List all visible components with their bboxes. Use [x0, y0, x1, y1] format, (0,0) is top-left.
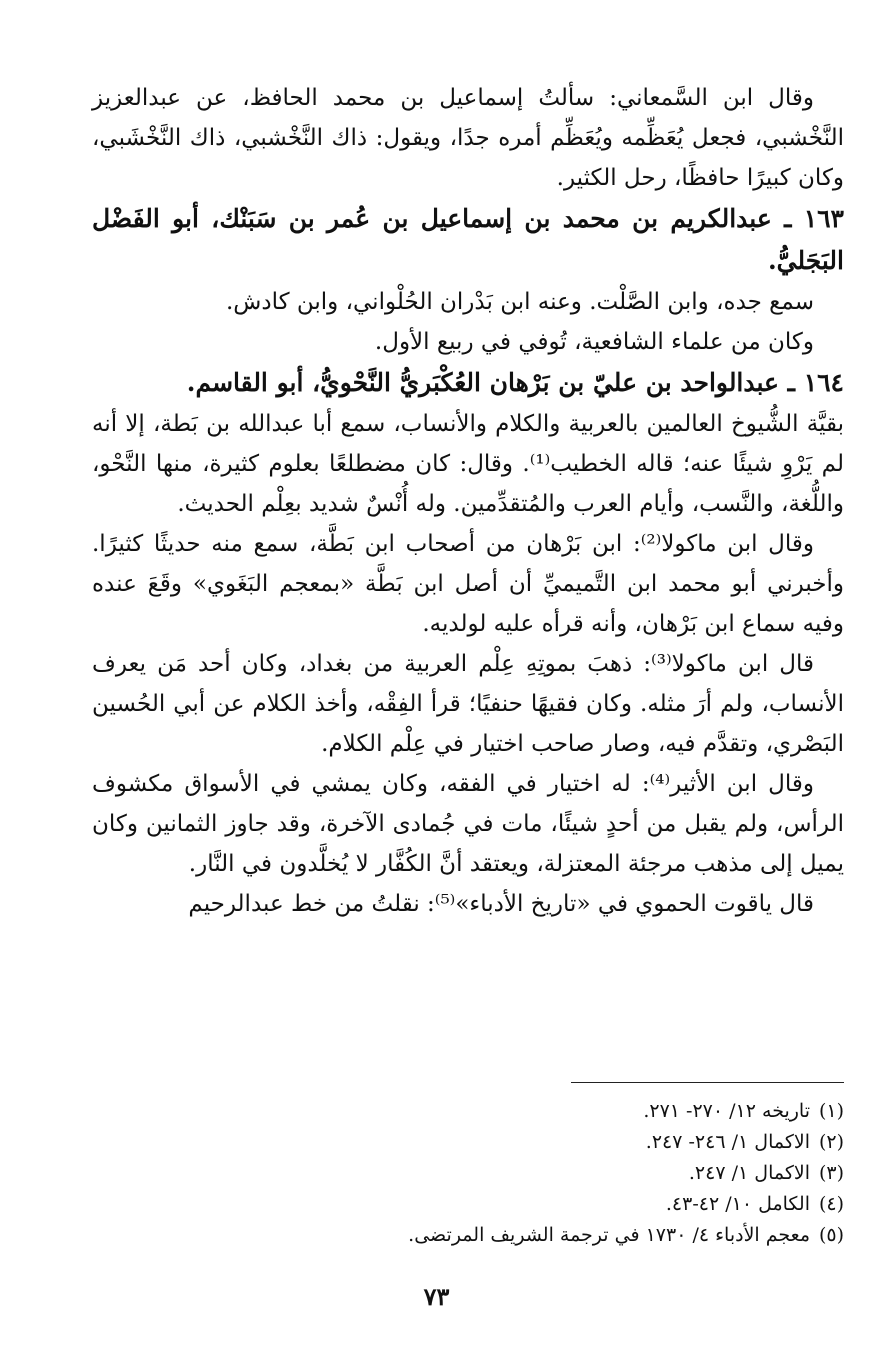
paragraph-samani-quote: وقال ابن السَّمعاني: سألتُ إسماعيل بن محمد الحافظ، عن عبدالعزيز النَّخْشبي، فجعل يُعَظِّمه ويُعَظِّم أمره جدًا، ويقول: ذاك النَّخْشبي، ذاك النَّخْشَبي، وكان كبيرًا حافظًا، رحل الكثير.	[92, 85, 844, 191]
footnote-text: تاريخه ١٢/ ٢٧٠- ٢٧١.	[643, 1100, 810, 1122]
paragraph-163-narrators: سمع جده، وابن الصَّلْت. وعنه ابن بَدْران الحُلْواني، وابن كادش.	[225, 289, 814, 315]
footnote-number: (٤)	[818, 1193, 844, 1215]
page-number: ٧٣	[423, 1282, 450, 1311]
footnote-item	[92, 1220, 844, 1251]
footnote-text: معجم الأدباء ٤/ ١٧٣٠ في ترجمة الشريف المرتضى.	[408, 1224, 810, 1246]
entry-heading-164: ١٦٤ ـ عبدالواحد بن عليّ بن بَرْهان العُكْبَريُّ النَّحْويُّ، أبو القاسم.	[186, 368, 844, 397]
paragraph-164-makula-2: قال ابن ماكولا⁽³⁾: ذهبَ بموتِهِ عِلْم العربية من بغداد، وكان أحد مَن يعرف الأنساب، ولم أرَ مثله. وكان فقيهًا حنفيًا؛ قرأ الفِقْه، وأخذ الكلام عن أبي الحُسين البَصْري، وتقدَّم فيه، وصار صاحب اختيار في عِلْم الكلام.	[92, 651, 844, 757]
footnote-number: (٢)	[818, 1131, 844, 1153]
footnote-separator	[571, 1082, 844, 1083]
paragraph-164-makula-1: وقال ابن ماكولا⁽²⁾: ابن بَرْهان من أصحاب ابن بَطَّة، سمع منه حديثًا كثيرًا. وأخبرني أبو محمد ابن التَّميميِّ أن أصل ابن بَطَّة «بمعجم البَغَوي» وقَعَ عنده وفيه سماع ابن بَرْهان، وأنه قرأه عليه لولديه.	[92, 531, 844, 637]
footnote-number: (٥)	[818, 1224, 844, 1246]
footnote-text: الكامل ١٠/ ٤٢-٤٣.	[665, 1193, 810, 1215]
footnote-number: (١)	[818, 1100, 844, 1122]
footnote-number: (٣)	[818, 1162, 844, 1184]
footnotes-list	[92, 1096, 844, 1251]
footnote-item	[92, 1096, 844, 1127]
paragraph-164-athir: وقال ابن الأثير⁽⁴⁾: له اختيار في الفقه، وكان يمشي في الأسواق مكشوف الرأس، ولم يقبل من أحدٍ شيئًا، مات في جُمادى الآخرة، وقد جاوز الثمانين وكان يميل إلى مذهب مرجئة المعتزلة، ويعتقد أنَّ الكُفَّار لا يُخلَّدون في النَّار.	[92, 771, 844, 877]
footnote-text: الاكمال ١/ ٢٤٦- ٢٤٧.	[645, 1131, 810, 1153]
paragraph-164-khatib: بقيَّة الشُّيوخ العالمين بالعربية والكلام والأنساب، سمع أبا عبدالله بن بَطة، إلا أنه لم يَرْوِ شيئًا عنه؛ قاله الخطيب⁽¹⁾. وقال: كان مضطلعًا بعلوم كثيرة، منها النَّحْو، واللُّغة، والنَّسب، وأيام العرب والمُتقدِّمين. وله أُنْسٌ شديد بعِلْم الحديث.	[92, 411, 844, 517]
footnote-item	[92, 1158, 844, 1189]
footnote-text: الاكمال ١/ ٢٤٧.	[688, 1162, 810, 1184]
paragraph-164-yaqut: قال ياقوت الحموي في «تاريخ الأدباء»⁽⁵⁾: نقلتُ من خط عبدالرحيم	[188, 891, 814, 917]
page-body	[92, 78, 844, 924]
paragraph-163-death: وكان من علماء الشافعية، تُوفي في ربيع الأول.	[374, 329, 814, 355]
footnote-item	[92, 1127, 844, 1158]
footnote-item	[92, 1189, 844, 1220]
entry-heading-163: ١٦٣ ـ عبدالكريم بن محمد بن إسماعيل بن عُمر بن سَبَنْك، أبو الفَضْل البَجَليُّ.	[92, 204, 844, 275]
